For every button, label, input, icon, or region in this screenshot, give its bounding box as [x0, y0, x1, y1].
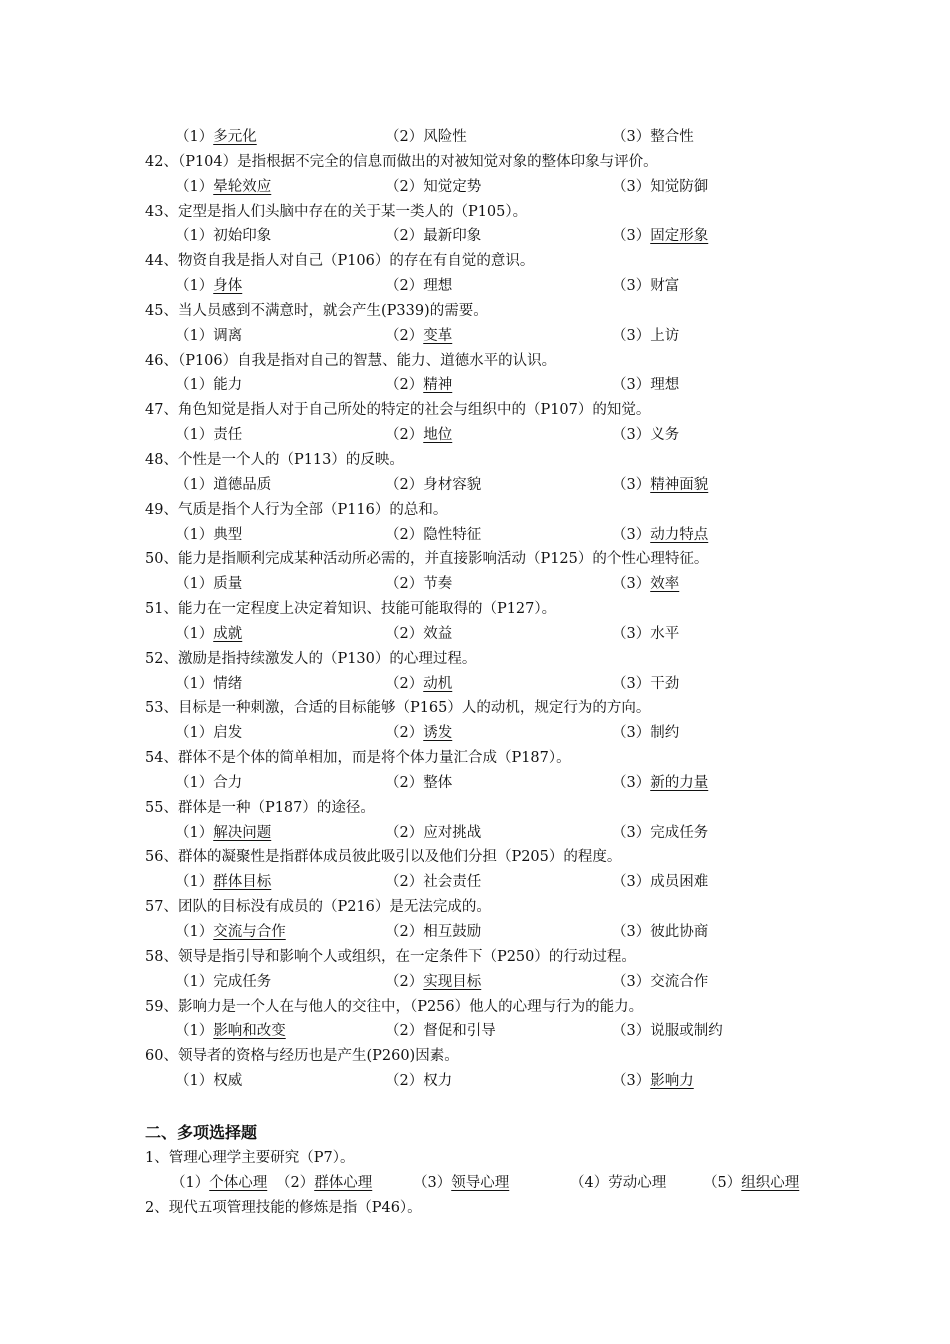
option-text: 知觉防御 [650, 178, 709, 195]
option-answer: 成就 [213, 625, 243, 642]
option [612, 970, 708, 995]
option-text: 干劲 [650, 675, 680, 692]
option: （5）组织心理 [703, 1174, 800, 1191]
option-text: 整体 [423, 774, 453, 791]
option [175, 224, 271, 249]
option-text: 责任 [213, 427, 243, 444]
option [385, 721, 452, 746]
option-answer: 诱发 [423, 725, 453, 742]
option-number: （1） [175, 924, 214, 940]
question-text: 44、物资自我是指人对自己（P106）的存在有自觉的意识。 [145, 253, 535, 270]
option-row [145, 175, 845, 200]
option-row [145, 324, 845, 349]
option-text: 风险性 [423, 129, 467, 145]
option [175, 1019, 286, 1044]
option-number: （2） [385, 427, 424, 444]
option-number: （3） [612, 377, 651, 394]
option [175, 821, 271, 846]
option-row [145, 970, 845, 995]
option-number: （3） [612, 576, 651, 593]
option-number: （3） [612, 874, 651, 891]
option [612, 1069, 694, 1094]
option-number: （1） [175, 278, 214, 295]
option [612, 672, 679, 697]
option-number: （2） [385, 774, 424, 791]
option-text: 督促和引导 [423, 1023, 496, 1040]
option-row [145, 1069, 845, 1094]
option-number: （1） [175, 178, 214, 195]
option-number: （2） [385, 973, 424, 990]
option-text: 初始印象 [213, 228, 272, 245]
option-answer: 实现目标 [423, 973, 482, 990]
option [175, 523, 242, 548]
option [385, 274, 452, 299]
question-text: 56、群体的凝聚性是指群体成员彼此吸引以及他们分担（P205）的程度。 [145, 849, 622, 866]
option-text: 启发 [213, 725, 243, 742]
option: （2）群体心理 [276, 1174, 373, 1191]
question-text: 59、影响力是一个人在与他人的交往中，（P256）他人的心理与行为的能力。 [145, 998, 644, 1015]
option-answer: 影响力 [650, 1073, 694, 1090]
option-row [145, 1171, 845, 1196]
option [175, 473, 271, 498]
option [175, 970, 271, 995]
option-number: （2） [385, 377, 424, 394]
option [385, 572, 452, 597]
option-number: （1） [175, 973, 214, 990]
option-number: （3） [612, 327, 651, 344]
option [175, 771, 242, 796]
option-number: （1） [175, 476, 214, 493]
option-answer: 地位 [423, 427, 453, 444]
option [385, 423, 452, 448]
option-text: 社会责任 [423, 874, 482, 891]
option-text: 权威 [213, 1073, 243, 1090]
question-text: 1、管理心理学主要研究（P7）。 [145, 1149, 355, 1166]
option [612, 622, 679, 647]
option [385, 622, 452, 647]
option-answer: 精神 [423, 377, 453, 394]
option-text: 调离 [213, 327, 243, 344]
option [175, 622, 242, 647]
question-text: 55、群体是一种（P187）的途径。 [145, 799, 375, 816]
option [612, 870, 708, 895]
option-number: （3） [612, 476, 651, 493]
option-number: （3） [612, 228, 651, 245]
option [385, 125, 467, 150]
option-number: （2） [385, 526, 424, 543]
option [175, 175, 271, 200]
option-answer: 变革 [423, 327, 453, 344]
question-text: 57、团队的目标没有成员的（P216）是无法完成的。 [145, 899, 491, 916]
option-text: 交流合作 [650, 973, 709, 990]
option [612, 473, 708, 498]
question-text: 52、激励是指持续激发人的（P130）的心理过程。 [145, 650, 477, 667]
question-text: 47、角色知觉是指人对于自己所处的特定的社会与组织中的（P107）的知觉。 [145, 402, 651, 419]
option-number: （3） [612, 278, 651, 295]
option-answer: 动力特点 [650, 526, 709, 543]
question-text: 46、（P106）自我是指对自己的智慧、能力、道德水平的认识。 [145, 352, 557, 369]
option [385, 870, 481, 895]
option [175, 920, 286, 945]
option-number: （3） [612, 625, 651, 642]
option [175, 324, 242, 349]
option-answer: 新的力量 [650, 774, 709, 791]
option [612, 721, 679, 746]
option [612, 523, 708, 548]
option [175, 1069, 242, 1094]
option-text: 权力 [423, 1073, 453, 1090]
option-answer: 精神面貌 [650, 476, 709, 493]
option-text: 能力 [213, 377, 243, 394]
question-text: 50、能力是指顺利完成某种活动所必需的，并直接影响活动（P125）的个性心理特征。 [145, 551, 709, 568]
option-number: （2） [385, 675, 424, 692]
option [385, 224, 481, 249]
option [612, 771, 708, 796]
question-text: 58、领导是指引导和影响个人或组织，在一定条件下（P250）的行动过程。 [145, 948, 636, 965]
option-number: （2） [385, 824, 424, 841]
option [175, 423, 242, 448]
option-text: 应对挑战 [423, 824, 482, 841]
option-number: （3） [612, 526, 651, 543]
option-text: 典型 [213, 526, 243, 543]
option-text: 身材容貌 [423, 476, 482, 493]
option-number: （3） [612, 427, 651, 444]
option-number: （1） [175, 774, 214, 791]
question-text: 2、现代五项管理技能的修炼是指（P46）。 [145, 1199, 422, 1216]
single-choice-list [145, 125, 845, 1094]
option-number: （2） [385, 874, 424, 891]
question-text: 60、领导者的资格与经历也是产生(P260)因素。 [145, 1048, 459, 1065]
option-row [145, 473, 845, 498]
option-number: （3） [612, 1073, 651, 1090]
option [612, 224, 708, 249]
option-answer: 效率 [650, 576, 680, 593]
option-text: 隐性特征 [423, 526, 482, 543]
option-text: 说服或制约 [650, 1023, 723, 1040]
option [175, 672, 242, 697]
question-text: 42、（P104）是指根据不完全的信息而做出的对被知觉对象的整体印象与评价。 [145, 153, 658, 170]
option-number: （1） [175, 377, 214, 394]
option-number: （1） [175, 1073, 214, 1090]
option [385, 920, 481, 945]
option-answer: 影响和改变 [213, 1023, 286, 1040]
option [385, 324, 452, 349]
option [612, 274, 679, 299]
option-text: 合力 [213, 774, 243, 791]
option-number: （3） [612, 1023, 651, 1040]
option-number: （1） [175, 427, 214, 444]
option-row [145, 920, 845, 945]
option-text: 道德品质 [213, 476, 272, 493]
option-answer: 多元化 [213, 129, 257, 145]
option-answer: 动机 [423, 675, 453, 692]
option-number: （2） [385, 228, 424, 245]
option-text: 完成任务 [213, 973, 272, 990]
option-number: （3） [612, 973, 651, 990]
question-text: 49、气质是指个人行为全部（P116）的总和。 [145, 501, 448, 518]
option-text: 完成任务 [650, 824, 709, 841]
option-number: （1） [175, 675, 214, 692]
option [385, 473, 481, 498]
option-number: （2） [385, 1073, 424, 1090]
option-row [145, 274, 845, 299]
option-number: （1） [175, 1023, 214, 1040]
option-answer: 交流与合作 [213, 924, 286, 940]
option-number: （3） [612, 824, 651, 841]
option [612, 125, 694, 150]
option [385, 1019, 496, 1044]
option [175, 125, 257, 150]
option-answer: 解决问题 [213, 824, 272, 841]
option-text: 情绪 [213, 675, 243, 692]
option-row [145, 821, 845, 846]
option: （3）领导心理 [413, 1174, 510, 1191]
option-number: （3） [612, 725, 651, 742]
option-answer: 群体目标 [213, 874, 272, 891]
option-number: （1） [175, 874, 214, 891]
option [385, 175, 481, 200]
question-text: 45、当人员感到不满意时，就会产生(P339)的需要。 [145, 302, 488, 319]
option-text: 理想 [650, 377, 680, 394]
option-text: 义务 [650, 427, 680, 444]
option-row [145, 870, 845, 895]
option-number: （1） [175, 327, 214, 344]
option-text: 质量 [213, 576, 243, 593]
option-number: （1） [175, 526, 214, 543]
option-text: 节奏 [423, 576, 453, 593]
option-row [145, 622, 845, 647]
option-text: 上访 [650, 327, 680, 344]
option-text: 知觉定势 [423, 178, 482, 195]
option [612, 373, 679, 398]
option-number: （2） [385, 476, 424, 493]
option-text: 成员困难 [650, 874, 709, 891]
option-number: （1） [175, 824, 214, 841]
option-answer: 晕轮效应 [213, 178, 272, 195]
option-number: （2） [385, 576, 424, 593]
option-row [145, 572, 845, 597]
option-answer: 身体 [213, 278, 243, 295]
option [175, 274, 242, 299]
option-number: （1） [175, 228, 214, 245]
question-text: 51、能力在一定程度上决定着知识、技能可能取得的（P127）。 [145, 601, 557, 618]
option-number: （2） [385, 1023, 424, 1040]
option-text: 彼此协商 [650, 924, 709, 940]
option-text: 水平 [650, 625, 680, 642]
option-row [145, 224, 845, 249]
option-number: （2） [385, 625, 424, 642]
question-text: 53、目标是一种刺激，合适的目标能够（P165）人的动机，规定行为的方向。 [145, 700, 651, 717]
option-number: （2） [385, 129, 424, 145]
option-number: （3） [612, 129, 651, 145]
option-text: 制约 [650, 725, 680, 742]
option [612, 175, 708, 200]
option-text: 整合性 [650, 129, 694, 145]
option-number: （1） [175, 576, 214, 593]
option-number: （2） [385, 327, 424, 344]
option-number: （1） [175, 725, 214, 742]
option-row [145, 721, 845, 746]
option-number: （3） [612, 675, 651, 692]
option-row [145, 125, 845, 150]
option-number: （2） [385, 924, 424, 940]
option [612, 324, 679, 349]
document-body [145, 125, 845, 1220]
option [175, 721, 242, 746]
option-number: （3） [612, 178, 651, 195]
option-number: （3） [612, 774, 651, 791]
option-number: （1） [175, 625, 214, 642]
option-text: 相互鼓励 [423, 924, 482, 940]
option [175, 870, 271, 895]
option [385, 523, 481, 548]
option [612, 920, 708, 945]
option-row [145, 523, 845, 548]
option-number: （2） [385, 278, 424, 295]
option-row [145, 771, 845, 796]
option-row [145, 423, 845, 448]
option: （1）个体心理 [171, 1174, 268, 1191]
option [175, 373, 242, 398]
option-text: 理想 [423, 278, 453, 295]
option-row [145, 1019, 845, 1044]
option [612, 423, 679, 448]
section-gap [145, 1094, 845, 1120]
question-text: 54、群体不是个体的简单相加，而是将个体力量汇合成（P187）。 [145, 750, 571, 767]
option [612, 1019, 723, 1044]
option-text: 财富 [650, 278, 680, 295]
option [612, 572, 679, 597]
option [385, 373, 452, 398]
option-text: 最新印象 [423, 228, 482, 245]
option [385, 1069, 452, 1094]
option [385, 821, 481, 846]
option-number: （2） [385, 725, 424, 742]
option [385, 672, 452, 697]
option-number: （1） [175, 129, 214, 145]
option-text: 效益 [423, 625, 453, 642]
section-heading: 二、多项选择题 [145, 1122, 258, 1142]
question-text: 43、定型是指人们头脑中存在的关于某一类人的（P105）。 [145, 203, 528, 220]
option-row [145, 672, 845, 697]
option: （4）劳动心理 [570, 1174, 667, 1191]
option [175, 572, 242, 597]
option [612, 821, 708, 846]
option-number: （2） [385, 178, 424, 195]
option [385, 771, 452, 796]
option-row [145, 373, 845, 398]
option-number: （3） [612, 924, 651, 940]
question-text: 48、个性是一个人的（P113）的反映。 [145, 451, 404, 468]
option-answer: 固定形象 [650, 228, 709, 245]
option [385, 970, 481, 995]
